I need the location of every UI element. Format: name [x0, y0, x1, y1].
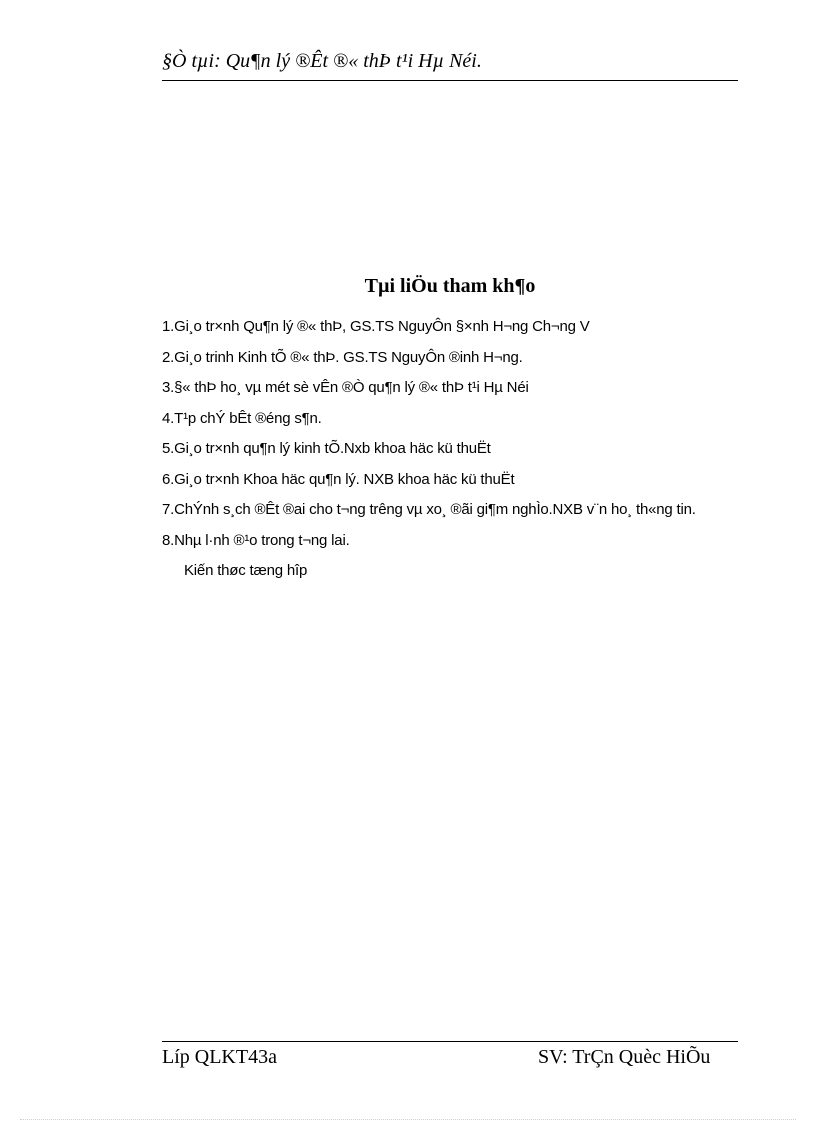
header-divider [162, 80, 738, 81]
reference-item: 8.Nhµ l·nh ®¹o trong t¬ng lai. [162, 531, 350, 549]
footer-class-label: Líp QLKT43a [162, 1046, 277, 1068]
reference-item: 6.Gi¸o tr×nh Khoa häc qu¶n lý. NXB khoa häc kü thuËt [162, 470, 515, 488]
footer-divider [162, 1041, 738, 1042]
footer-student-label: SV: TrÇn Quèc HiÕu [538, 1046, 711, 1068]
page-header-title: §Ò tµi: Qu¶n lý ®Êt ®« thÞ t¹i Hµ Néi. [162, 50, 482, 72]
reference-item: 1.Gi¸o tr×nh Qu¶n lý ®« thÞ, GS.TS NguyÔn §×nh H¬ng Ch¬ng V [162, 318, 590, 335]
reference-item: 7.ChÝnh s¸ch ®Êt ®ai cho t¬ng trêng vµ xo¸ ®ãi gi¶m nghÌo.NXB v¨n ho¸ th«ng tin. [162, 501, 696, 518]
reference-item: 4.T¹p chÝ bÊt ®éng s¶n. [162, 409, 322, 427]
reference-list [162, 312, 740, 587]
section-heading: Tµi liÖu tham kh¶o [364, 275, 536, 297]
reference-item: Kiến thøc tæng hîp [184, 562, 308, 579]
page-bottom-edge [20, 1119, 796, 1120]
reference-item: 2.Gi¸o trinh Kinh tÕ ®« thÞ. GS.TS NguyÔn ®inh H¬ng. [162, 348, 523, 366]
reference-item: 3.§« thÞ ho¸ vµ mét sè vÊn ®Ò qu¶n lý ®« thÞ t¹i Hµ Néi [162, 379, 529, 396]
reference-item: 5.Gi¸o tr×nh qu¶n lý kinh tÕ.Nxb khoa häc kü thuËt [162, 440, 491, 457]
